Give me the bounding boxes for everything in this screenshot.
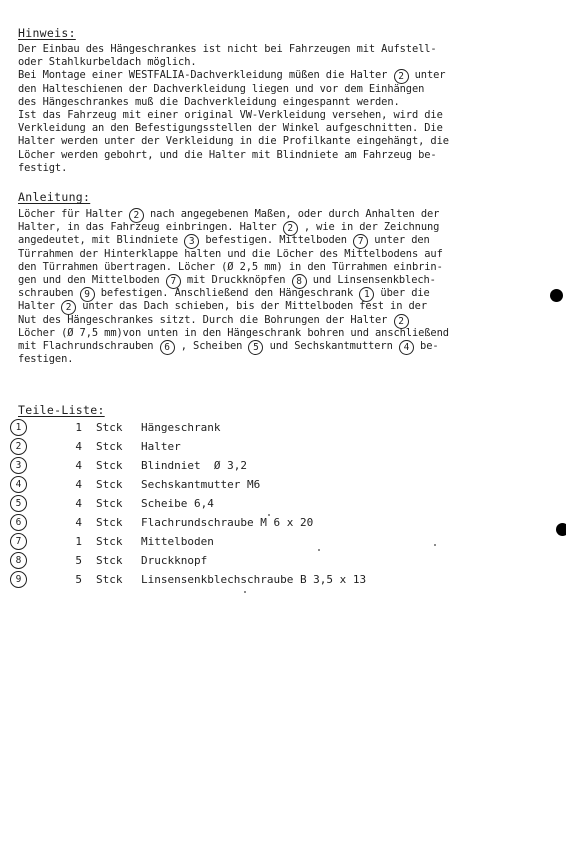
notice-line: festigt. bbox=[18, 161, 68, 174]
instructions-heading: Anleitung: bbox=[18, 190, 91, 204]
notice-line: oder Stahlkurbeldach möglich. bbox=[18, 56, 197, 69]
reference-number: 8 bbox=[292, 274, 307, 289]
part-unit: Stck bbox=[96, 535, 123, 548]
instructions-line: mit Flachrundschrauben 6 , Scheiben 5 und Sechskantmuttern 4 be- bbox=[18, 339, 439, 353]
instructions-line: angedeutet, mit Blindniete 3 befestigen. Mittelboden 7 unter den bbox=[18, 234, 430, 248]
part-quantity: 5 bbox=[75, 573, 82, 586]
punch-hole bbox=[550, 289, 563, 302]
instructions-text bbox=[18, 208, 550, 366]
notice-line: Verkleidung an den Befestigungsstellen der Winkel aufgeschnitten. Die bbox=[18, 122, 443, 135]
part-number: 8 bbox=[10, 552, 27, 569]
part-description: Scheibe 6,4 bbox=[141, 497, 214, 510]
part-quantity: 4 bbox=[75, 516, 82, 529]
notice-line: Bei Montage einer WESTFALIA-Dachverkleidung müßen die Halter 2 unter bbox=[18, 69, 446, 83]
punch-hole bbox=[556, 523, 566, 536]
notice-heading: Hinweis: bbox=[18, 26, 76, 40]
part-unit: Stck bbox=[96, 478, 123, 491]
part-description: Druckknopf bbox=[141, 554, 208, 567]
parts-list-row bbox=[10, 552, 430, 571]
part-unit: Stck bbox=[96, 497, 123, 510]
scan-speck bbox=[434, 544, 436, 546]
reference-number: 4 bbox=[399, 340, 414, 355]
parts-list-row bbox=[10, 533, 430, 552]
reference-number: 2 bbox=[283, 221, 298, 236]
instructions-line: Halter 2 unter das Dach schieben, bis der Mittelboden fest in der bbox=[18, 300, 427, 314]
notice-line: des Hängeschrankes muß die Dachverkleidung eingespannt werden. bbox=[18, 95, 400, 108]
instructions-line: Löcher für Halter 2 nach angegebenen Maßen, oder durch Anhalten der bbox=[18, 208, 440, 221]
reference-number: 2 bbox=[61, 300, 76, 315]
reference-number: 1 bbox=[359, 287, 374, 302]
parts-list bbox=[10, 419, 430, 590]
reference-number: 7 bbox=[353, 234, 368, 249]
part-quantity: 4 bbox=[75, 497, 82, 510]
part-quantity: 5 bbox=[75, 554, 82, 567]
parts-list-heading: Teile-Liste: bbox=[18, 403, 105, 417]
part-unit: Stck bbox=[96, 554, 123, 567]
scan-speck bbox=[268, 514, 270, 516]
parts-list-row bbox=[10, 476, 430, 495]
notice-line: Ist das Fahrzeug mit einer original VW-Verkleidung versehen, wird die bbox=[18, 108, 443, 121]
part-quantity: 4 bbox=[75, 440, 82, 453]
instructions-line: festigen. bbox=[18, 353, 74, 366]
notice-line: Halter werden unter der Verkleidung in die Profilkante eingehängt, die bbox=[18, 135, 449, 148]
instructions-line: gen und den Mittelboden 7 mit Druckknöpfen 8 und Linsensenkblech- bbox=[18, 273, 436, 287]
instructions-line: schrauben 9 befestigen. Anschließend den Hängeschrank 1 über die bbox=[18, 287, 430, 301]
part-number: 3 bbox=[10, 457, 27, 474]
part-description: Blindniet Ø 3,2 bbox=[141, 459, 247, 472]
part-description: Sechskantmutter M6 bbox=[141, 478, 261, 491]
part-quantity: 1 bbox=[75, 421, 82, 434]
scan-speck bbox=[318, 549, 320, 551]
reference-number: 2 bbox=[129, 208, 144, 223]
reference-number: 5 bbox=[248, 340, 263, 355]
instructions-line: Löcher (Ø 7,5 mm)von unten in den Hängeschrank bohren und anschließend bbox=[18, 326, 449, 339]
part-quantity: 1 bbox=[75, 535, 82, 548]
parts-list-row bbox=[10, 514, 430, 533]
part-unit: Stck bbox=[96, 573, 123, 586]
instructions-line: den Türrahmen übertragen. Löcher (Ø 2,5 mm) in den Türrahmen einbrin- bbox=[18, 260, 443, 273]
instructions-line: Halter, in das Fahrzeug einbringen. Halter 2 , wie in der Zeichnung bbox=[18, 221, 440, 235]
part-quantity: 4 bbox=[75, 478, 82, 491]
part-number: 6 bbox=[10, 514, 27, 531]
notice-line: den Halteschienen der Dachverkleidung liegen und vor dem Einhängen bbox=[18, 82, 425, 95]
part-quantity: 4 bbox=[75, 459, 82, 472]
part-number: 9 bbox=[10, 571, 27, 588]
parts-list-row bbox=[10, 571, 430, 590]
part-number: 4 bbox=[10, 476, 27, 493]
part-description: Flachrundschraube M 6 x 20 bbox=[141, 516, 314, 529]
scan-speck bbox=[244, 591, 246, 593]
instructions-line: Türrahmen der Hinterklappe halten und die Löcher des Mittelbodens auf bbox=[18, 247, 443, 260]
instructions-line: Nut des Hängeschrankes sitzt. Durch die Bohrungen der Halter 2 bbox=[18, 314, 550, 327]
notice-line: Der Einbau des Hängeschrankes ist nicht bei Fahrzeugen mit Aufstell- bbox=[18, 43, 437, 55]
part-number: 7 bbox=[10, 533, 27, 550]
part-number: 2 bbox=[10, 438, 27, 455]
part-unit: Stck bbox=[96, 440, 123, 453]
reference-number: 9 bbox=[80, 287, 95, 302]
parts-list-row bbox=[10, 419, 430, 438]
part-description: Linsensenkblechschraube B 3,5 x 13 bbox=[141, 573, 367, 586]
part-unit: Stck bbox=[96, 516, 123, 529]
reference-number: 2 bbox=[394, 69, 409, 84]
notice-line: Löcher werden gebohrt, und die Halter mit Blindniete am Fahrzeug be- bbox=[18, 148, 437, 161]
parts-list-row bbox=[10, 438, 430, 457]
notice-text bbox=[18, 43, 550, 175]
reference-number: 3 bbox=[184, 234, 199, 249]
reference-number: 7 bbox=[166, 274, 181, 289]
part-description: Hängeschrank bbox=[141, 421, 221, 434]
part-unit: Stck bbox=[96, 421, 123, 434]
part-number: 1 bbox=[10, 419, 27, 436]
parts-list-row bbox=[10, 495, 430, 514]
reference-number: 6 bbox=[160, 340, 175, 355]
part-unit: Stck bbox=[96, 459, 123, 472]
parts-list-row bbox=[10, 457, 430, 476]
reference-number: 2 bbox=[394, 314, 409, 329]
part-number: 5 bbox=[10, 495, 27, 512]
part-description: Halter bbox=[141, 440, 181, 453]
part-description: Mittelboden bbox=[141, 535, 214, 548]
